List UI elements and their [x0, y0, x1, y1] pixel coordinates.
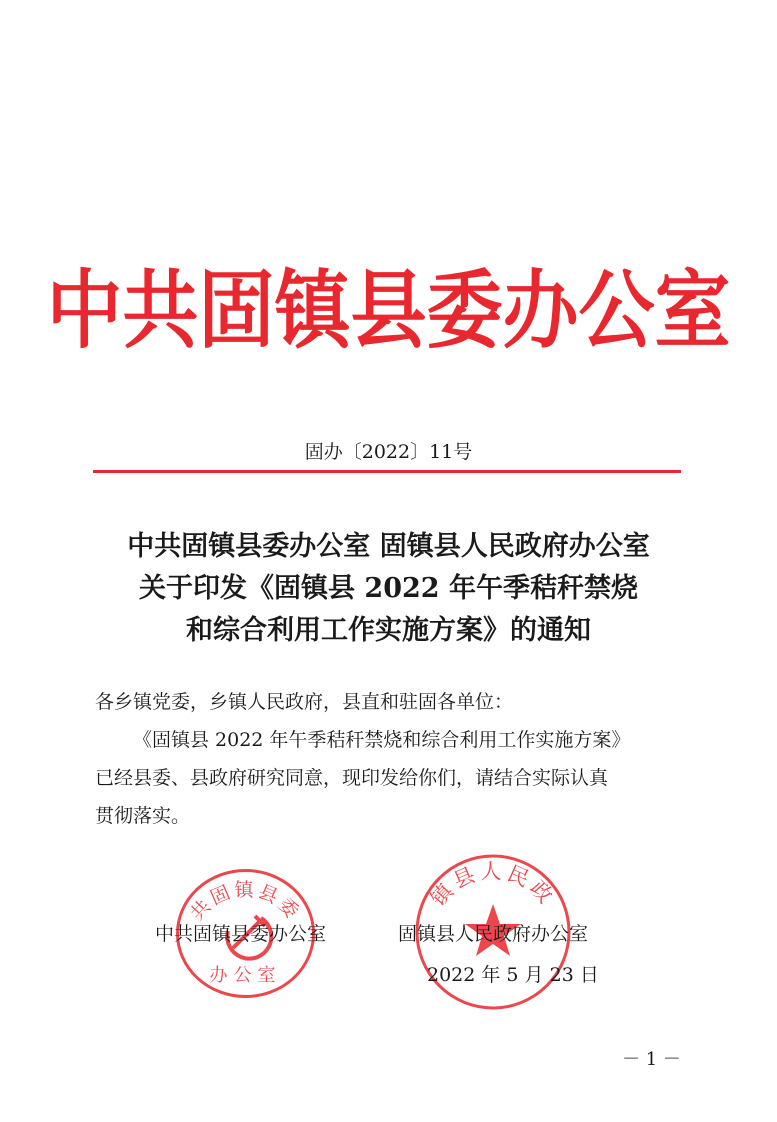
page-number: － 1 －	[622, 1049, 681, 1070]
body-paragraph	[95, 721, 685, 835]
paragraph-line-2: 已经县委、县政府研究同意，现印发给你们，请结合实际认真	[95, 767, 609, 789]
masthead: 中共固镇县委办公室	[46, 260, 731, 361]
paragraph-line-1: 《固镇县 2022 年午季秸秆禁烧和综合利用工作实施方案》	[133, 729, 631, 751]
svg-text:办公室: 办公室	[209, 965, 282, 986]
title-line-2: 关于印发《固镇县 2022 年午季秸秆禁烧	[139, 573, 638, 604]
signature-party-office: 中共固镇县委办公室	[155, 923, 327, 945]
document-title	[60, 526, 717, 652]
title-line-3: 和综合利用工作实施方案》的通知	[186, 615, 591, 646]
svg-text:共固镇县委: 共固镇县委	[186, 879, 305, 925]
svg-text:镇县人民政: 镇县人民政	[426, 859, 560, 911]
signature-date: 2022 年 5 月 23 日	[427, 964, 599, 986]
addressee: 各乡镇党委，乡镇人民政府，县直和驻固各单位：	[95, 691, 514, 713]
title-line-1: 中共固镇县委办公室 固镇县人民政府办公室	[127, 531, 650, 562]
signature-government-office: 固镇县人民政府办公室	[398, 923, 589, 945]
paragraph-line-3: 贯彻落实。	[95, 805, 191, 827]
document-number: 固办〔2022〕11号	[304, 441, 473, 463]
red-divider-line	[93, 470, 681, 473]
